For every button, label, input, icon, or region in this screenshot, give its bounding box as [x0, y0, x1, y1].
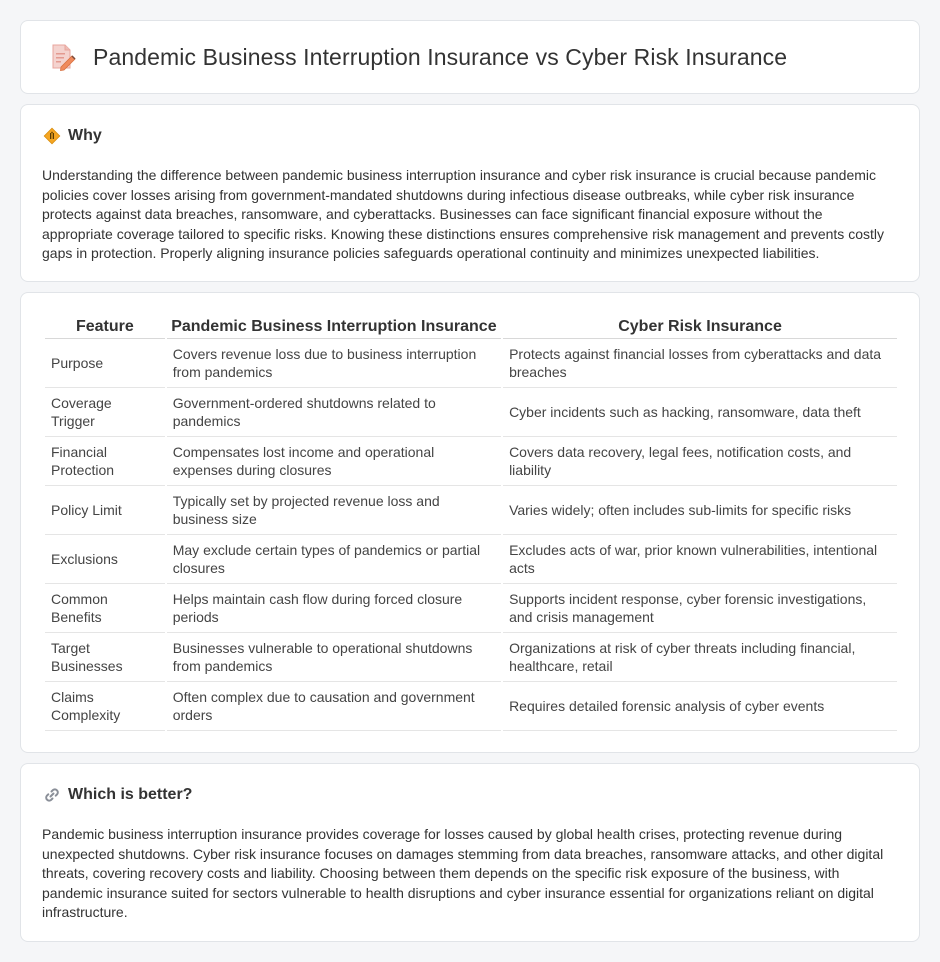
pandemic-cell: Helps maintain cash flow during forced closure periods: [167, 584, 501, 633]
table-row: [45, 339, 897, 388]
warning-sign-icon: [43, 127, 61, 145]
feature-cell: Coverage Trigger: [45, 388, 165, 437]
title-card: [20, 20, 920, 94]
header-pandemic: Pandemic Business Interruption Insurance: [167, 315, 501, 339]
table-row: [45, 682, 897, 731]
pandemic-cell: Typically set by projected revenue loss and business size: [167, 486, 501, 535]
table-row: [45, 486, 897, 535]
feature-cell: Claims Complexity: [45, 682, 165, 731]
feature-cell: Target Businesses: [45, 633, 165, 682]
header-feature: Feature: [45, 315, 165, 339]
pandemic-cell: May exclude certain types of pandemics or partial closures: [167, 535, 501, 584]
why-header: [43, 127, 102, 145]
why-section: [20, 104, 920, 282]
pandemic-cell: Compensates lost income and operational expenses during closures: [167, 437, 501, 486]
cyber-cell: Supports incident response, cyber forensic investigations, and crisis management: [503, 584, 897, 633]
header-cyber: Cyber Risk Insurance: [503, 315, 897, 339]
title-row: [47, 42, 787, 72]
feature-cell: Common Benefits: [45, 584, 165, 633]
comparison-table: [43, 315, 899, 731]
table-header-row: [45, 315, 897, 339]
cyber-cell: Organizations at risk of cyber threats including financial, healthcare, retail: [503, 633, 897, 682]
page-title: Pandemic Business Interruption Insurance vs Cyber Risk Insurance: [93, 43, 788, 70]
comparison-section: [20, 292, 920, 753]
cyber-cell: Varies widely; often includes sub-limits for specific risks: [503, 486, 897, 535]
table-row: [45, 437, 897, 486]
cyber-cell: Excludes acts of war, prior known vulnerabilities, intentional acts: [503, 535, 897, 584]
pandemic-cell: Often complex due to causation and government orders: [167, 682, 501, 731]
better-text: Pandemic business interruption insurance provides coverage for losses caused by global health crises, protecting revenue during unexpected shutdowns. Cyber risk insurance focuses on damages stemming from data breaches, ransomware attacks, and other digital threats, covering recovery costs and liability. Choosing between them depends on the specific risk exposure of the business, with pandemic insurance suited for sectors vulnerable to health disruptions and cyber insurance essential for organizations reliant on digital infrastructure.: [42, 826, 884, 921]
why-heading: Why: [68, 127, 102, 144]
table-row: [45, 388, 897, 437]
pandemic-cell: Government-ordered shutdowns related to pandemics: [167, 388, 501, 437]
feature-cell: Purpose: [45, 339, 165, 388]
feature-cell: Policy Limit: [45, 486, 165, 535]
cyber-cell: Requires detailed forensic analysis of cyber events: [503, 682, 897, 731]
link-icon: [43, 786, 61, 804]
better-heading: Which is better?: [68, 786, 193, 803]
cyber-cell: Cyber incidents such as hacking, ransomware, data theft: [503, 388, 897, 437]
table-row: [45, 633, 897, 682]
why-text: Understanding the difference between pandemic business interruption insurance and cyber risk insurance is crucial because pandemic policies cover losses arising from government-mandated shutdowns during infectious disease outbreaks, while cyber risk insurance protects against data breaches, ransomware, and cyberattacks. Businesses can face significant financial exposure without the appropriate coverage tailored to specific risks. Knowing these distinctions ensures comprehensive risk management and prevents costly gaps in protection. Properly aligning insurance policies safeguards operational continuity and minimizes unexpected liabilities.: [42, 167, 884, 262]
feature-cell: Financial Protection: [45, 437, 165, 486]
pandemic-cell: Businesses vulnerable to operational shutdowns from pandemics: [167, 633, 501, 682]
pandemic-cell: Covers revenue loss due to business interruption from pandemics: [167, 339, 501, 388]
feature-cell: Exclusions: [45, 535, 165, 584]
table-row: [45, 584, 897, 633]
which-better-section: [20, 763, 920, 942]
document-pencil-icon: [47, 42, 77, 72]
table-row: [45, 535, 897, 584]
better-header: [43, 786, 192, 804]
cyber-cell: Covers data recovery, legal fees, notification costs, and liability: [503, 437, 897, 486]
cyber-cell: Protects against financial losses from cyberattacks and data breaches: [503, 339, 897, 388]
